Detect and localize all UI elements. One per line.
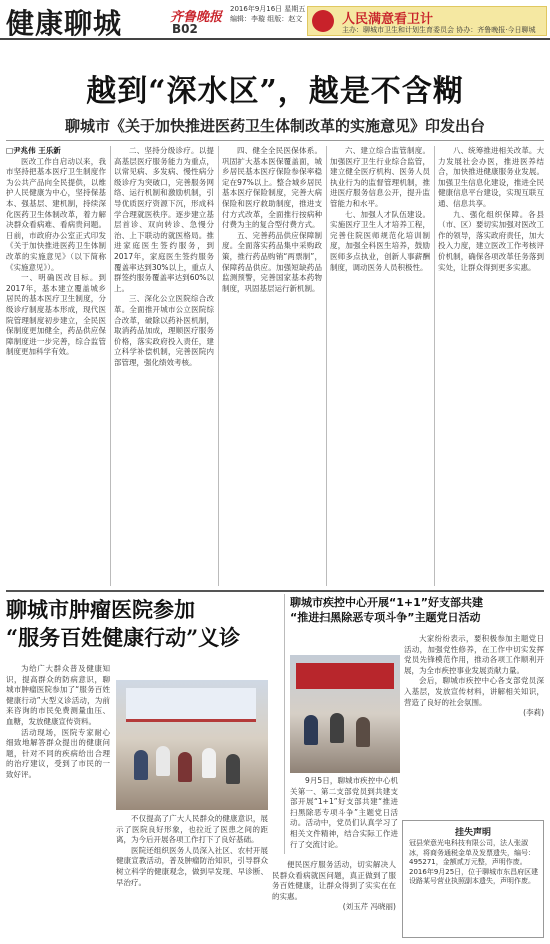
lead-column-5 [438,146,544,586]
column-rule [110,146,111,586]
paper-logo: 齐鲁晚报 [170,10,223,25]
lead-column-1 [6,146,106,586]
article3-headline [290,595,483,625]
lead-paragraph: 八、统筹推进相关改革。大力发展社会办医，推进医养结合，加快推进健康服务业发展。加强卫生信息化建设，推进全民健康信息平台建设，实现互联互通、信息共享。 [438,146,544,208]
notice-title: 挂失声明 [454,828,491,838]
article3-headline-line2: “推进扫黑除恶专项斗争”主题党日活动 [290,611,481,624]
article3-column-2 [404,634,544,814]
lead-paragraph: 二、坚持分级诊疗。以提高基层医疗服务能力为重点，以常见病、多发病、慢性病分级诊疗为突破口，完善服务网络、运行机制和激励机制，引导优质医疗资源下沉，形成科学合理就医秩序。逐步建立基层首诊、双向转诊、急慢分治、上下联动的就医格局。推进家庭医生签约服务，到2017年，家庭医生签约服务覆盖率达到30%以上，重点人群签约服务覆盖率达到60%以上。 [114,146,214,293]
notice-text: 冠县荣意光电科技有限公司，法人张淑冰，将商务通税金单及发票遗失，编号：495271，金额贰万元整，声明作废。2016年9月25日，位于聊城市东昌府区建设路某号营业执照副本遗失，声明作废。 [409,839,539,885]
article2-column-1 [6,664,110,939]
article2-headline-line2: “服务百姓健康行动”义诊 [6,625,241,650]
masthead [0,0,550,40]
header-ad-banner [307,6,547,36]
article3-paragraph: 会后，聊城市疾控中心各支部党员深入基层，发放宣传材料，讲解相关知识，营造了良好的社会氛围。 [404,676,544,707]
party-day-photo [290,655,400,773]
page-number: B02 [172,22,198,36]
lead-paragraph: 三、深化公立医院综合改革。全面推开城市公立医院综合改革，破除以药补医机制，取消药品加成，理顺医疗服务价格，落实政府投入责任，建立科学补偿机制，完善医院内部管理，强化绩效考核。 [114,294,214,367]
column-rule [326,146,327,586]
lead-headline: 越到“深水区”，越是不含糊 [86,74,464,109]
person-figure [330,713,344,743]
person-figure [156,746,170,776]
person-figure [178,752,192,782]
article2-paragraph: 医院还组织医务人员深入社区、农村开展健康宣教活动，普及肿瘤防治知识，引导群众树立科学的健康观念，做到早发现、早诊断、早治疗。 [116,845,268,887]
lead-paragraph: 医改工作自启动以来，我市坚持把基本医疗卫生制度作为公共产品向全民提供，以维护人民健康为中心，坚持保基本、强基层、建机制，持续深化医药卫生体制改革，着力解决群众看病难、看病贵问题。日前，市政府办公室正式印发《关于加快推进医药卫生体制改革的实施意见》（以下简称《实施意见》）。 [6,156,106,272]
person-figure [134,750,148,780]
tent-banner [126,688,256,722]
person-figure [356,717,370,747]
lead-paragraph: 一、明确医改目标。到2017年，基本建立覆盖城乡居民的基本医疗卫生制度，分级诊疗制度基本形成，现代医院管理制度初步建立，全民医保制度更加健全，药品供应保障制度进一步完善，综合监管制度更加科学有效。 [6,273,106,357]
lead-column-3 [222,146,322,586]
article2-paragraph: 不仅提高了广大人民群众的健康意识，展示了医院良好形象，也拉近了医患之间的距离，为今后开展各项工作打下了良好基础。 [116,814,268,845]
article2-headline-line1: 聊城市肿瘤医院参加 [6,597,195,622]
article3-headline-line1: 聊城市疾控中心开展“1+1”好支部共建 [290,596,483,609]
article2-paragraph: 活动现场，医院专家耐心细致地解答群众提出的健康问题，针对不同的疾病给出合理的治疗建议，受到了市民的一致好评。 [6,727,110,779]
lead-subheadline: 聊城市《关于加快推进医药卫生体制改革的实施意见》印发出台 [64,117,485,135]
article2-column-3 [272,860,396,940]
lead-paragraph: 七、加强人才队伍建设。实施医疗卫生人才培养工程，完善住院医师规范化培训制度，加强全科医生培养，鼓励医师多点执业，创新人事薪酬制度，调动医务人员积极性。 [330,209,430,272]
column-rule [284,594,285,854]
section-title: 健康聊城 [6,7,123,40]
lead-column-2 [114,146,214,586]
article3-paragraph: 9月5日，聊城市疾控中心机关第一、第二支部党员到共建支部开展“1+1”好支部共建“推进扫黑除恶专项斗争”主题党日活动。活动中，党员们认真学习了相关文件精神，结合实际工作进行了交流讨论。 [290,776,398,849]
column-rule [434,146,435,586]
lead-paragraph: 四、健全全民医保体系。巩固扩大基本医保覆盖面，城乡居民基本医疗保险参保率稳定在97%以上。整合城乡居民基本医疗保险制度，完善大病保险和医疗救助制度，推进支付方式改革，全面推行按病种付费为主的复合型付费方式。 [222,146,322,230]
lead-paragraph: 九、强化组织保障。各县（市、区）要切实加强对医改工作的领导，落实政府责任，加大投入力度，建立医改工作考核评价机制，确保各项改革任务落到实处，让群众得到更多实惠。 [438,209,544,272]
article2-author: (刘玉芹 冯晓丽) [342,902,396,912]
red-banner [296,663,394,689]
column-rule [218,146,219,586]
ad-title: 人民满意看卫计 [342,12,434,27]
lead-paragraph: 五、完善药品供应保障制度。全面落实药品集中采购政策，推行药品购销“两票制”，保障药品供应。加强短缺药品监测预警，完善国家基本药物制度，巩固基层运行新机制。 [222,230,322,293]
divider [6,140,544,141]
article3-paragraph: 大家纷纷表示，要积极参加主题党日活动，加强党性修养，在工作中切实发挥党员先锋模范作用，推动各项工作顺利开展，为全市疾控事业发展贡献力量。 [404,634,544,675]
editor-credits: 编辑：李璇 组版：赵文 [230,15,303,23]
lead-paragraph: 六、建立综合监管制度。加强医疗卫生行业综合监管，建立健全医疗机构、医务人员执业行为的监督管理机制，推进医疗服务信息公开，提升监管能力和水平。 [330,146,430,208]
article2-paragraph: 为给广大群众普及健康知识，提高群众的防病意识，聊城市肿瘤医院参加了“服务百姓健康行动”大型义诊活动，为前来咨询的市民免费测量血压、血糖，发放健康宣传资料。 [6,664,110,726]
ad-subtitle: 主办：聊城市卫生和计划生育委员会 协办：齐鲁晚报·今日聊城 [342,26,536,34]
person-figure [226,754,240,784]
article2-paragraph: 便民医疗服务活动，切实解决人民群众看病就医问题，真正做到了服务百姓健康，让群众得到了实实在在的实惠。 [272,860,396,901]
person-figure [304,715,318,745]
lead-byline: □尹兆伟 王乐新 [6,146,61,155]
lost-notice-box [402,820,544,938]
article2-column-2 [116,814,268,939]
issue-date: 2016年9月16日 星期五 [230,5,306,13]
lead-column-4 [330,146,430,586]
article3-author: (李莉) [523,708,544,718]
health-logo-icon [312,10,334,32]
article2-headline [6,596,240,652]
person-figure [202,748,216,778]
clinic-photo [116,680,268,810]
section-divider [6,590,544,592]
article3-column-1 [290,776,398,856]
